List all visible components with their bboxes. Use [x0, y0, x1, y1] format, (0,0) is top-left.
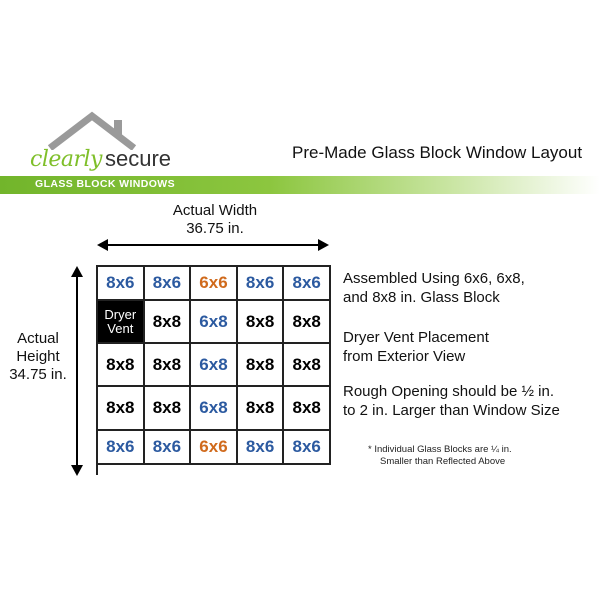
footnote-line2: Smaller than Reflected Above	[380, 456, 506, 467]
glass-block-cell: 8x6	[238, 267, 285, 301]
note-assembly-line2: and 8x8 in. Glass Block	[343, 289, 500, 306]
brand-logo	[22, 110, 192, 180]
footnote	[368, 444, 588, 468]
width-label	[140, 202, 290, 238]
glass-block-cell: 8x8	[238, 344, 285, 387]
footnote-line1: * Individual Glass Blocks are ¼ in.	[368, 444, 512, 455]
house-roof-icon	[42, 110, 152, 150]
height-label-line1: Actual	[17, 330, 59, 347]
glass-block-cell: 8x6	[98, 267, 145, 301]
glass-block-cell: 8x6	[284, 267, 331, 301]
glass-block-cell: 8x6	[284, 431, 331, 465]
glass-block-cell: 6x8	[191, 387, 238, 431]
note-rough-opening-line2: to 2 in. Larger than Window Size	[343, 402, 560, 419]
brand-name-secure: secure	[104, 146, 172, 171]
glass-block-cell: 8x8	[98, 387, 145, 431]
glass-block-cell: 8x8	[145, 344, 192, 387]
height-label	[2, 330, 74, 384]
brand-name-clearly: clearly	[30, 147, 102, 172]
glass-block-cell: 8x6	[98, 431, 145, 465]
glass-block-cell: 8x8	[145, 301, 192, 344]
height-label-line2: Height	[16, 348, 60, 365]
note-rough-opening-line1: Rough Opening should be ½ in.	[343, 383, 554, 400]
note-dryer-vent	[343, 328, 593, 366]
glass-block-cell: 6x6	[191, 431, 238, 465]
dryer-vent-cell: Dryer Vent	[98, 301, 145, 344]
page-title: Pre-Made Glass Block Window Layout	[292, 143, 583, 162]
glass-block-grid	[96, 265, 331, 475]
glass-block-cell: 8x8	[284, 344, 331, 387]
brand-wordmark	[30, 146, 171, 172]
glass-block-cell: 6x6	[191, 267, 238, 301]
note-assembly-line1: Assembled Using 6x6, 6x8,	[343, 270, 525, 287]
glass-block-cell: 8x8	[284, 301, 331, 344]
glass-block-cell: 8x6	[145, 267, 192, 301]
note-assembly	[343, 269, 593, 307]
glass-block-cell: 8x8	[284, 387, 331, 431]
note-dryer-vent-line2: from Exterior View	[343, 348, 466, 365]
glass-block-cell: 8x8	[98, 344, 145, 387]
width-arrow-icon	[97, 238, 329, 252]
note-dryer-vent-line1: Dryer Vent Placement	[343, 329, 489, 346]
width-label-text: Actual Width	[172, 202, 258, 219]
glass-block-cell: 8x6	[238, 431, 285, 465]
glass-block-cell: 6x8	[191, 344, 238, 387]
height-arrow-icon	[70, 266, 84, 476]
brand-tagline: GLASS BLOCK WINDOWS	[35, 178, 176, 190]
brand-banner	[0, 176, 600, 194]
glass-block-cell: 8x6	[145, 431, 192, 465]
glass-block-cell: 8x8	[238, 301, 285, 344]
height-value: 34.75 in.	[9, 366, 67, 383]
glass-block-cell: 8x8	[238, 387, 285, 431]
width-value: 36.75 in.	[186, 220, 244, 237]
glass-block-cell: 8x8	[145, 387, 192, 431]
glass-block-cell: 6x8	[191, 301, 238, 344]
note-rough-opening	[343, 382, 598, 420]
